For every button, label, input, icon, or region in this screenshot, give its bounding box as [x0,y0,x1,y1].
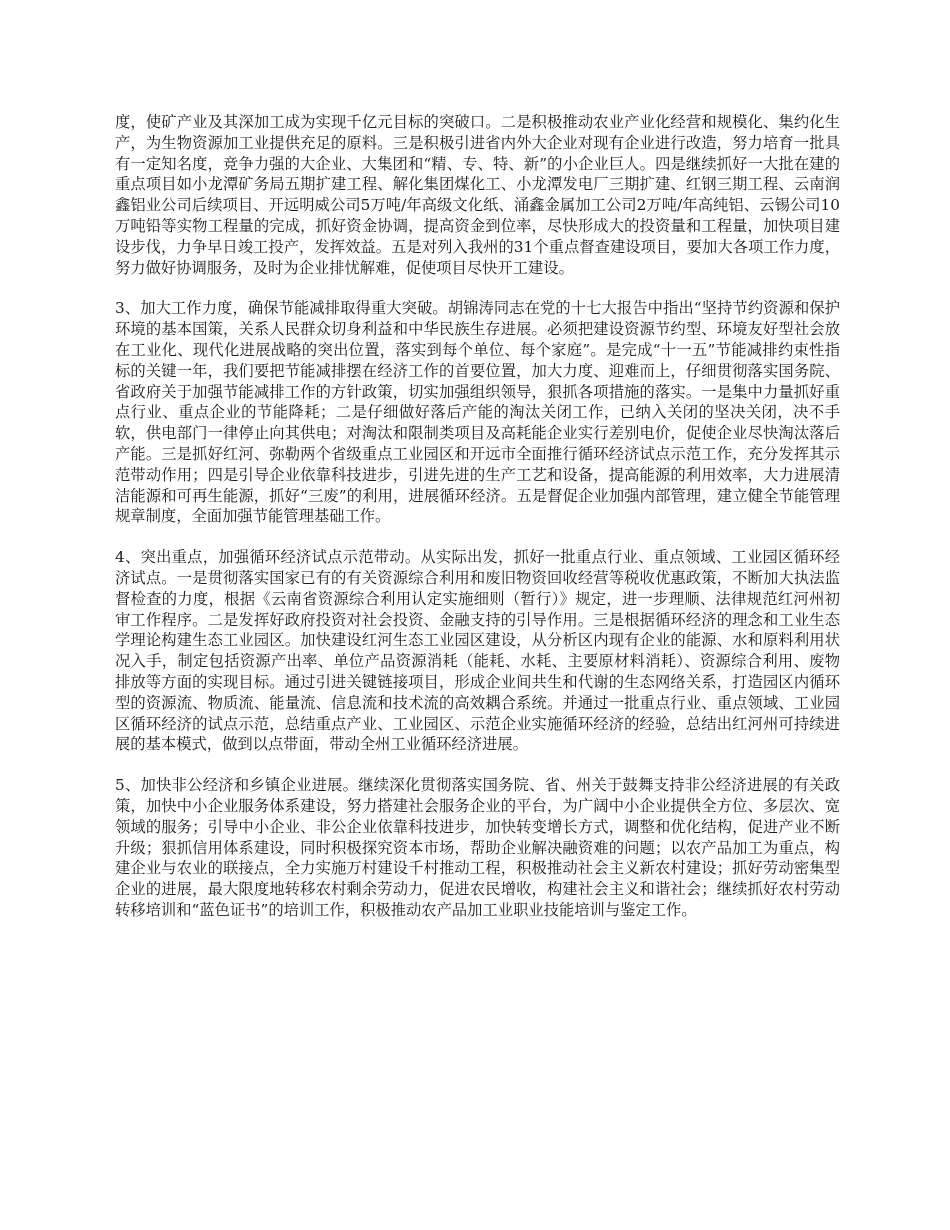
document-body [115,112,840,921]
paragraph-circular-economy: 4、突出重点，加强循环经济试点示范带动。从实际出发，抓好一批重点行业、重点领域、工业园区循环经济试点。一是贯彻落实国家已有的有关资源综合利用和废旧物资回收经营等税收优惠政策，不断加大执法监督检查的力度，根据《云南省资源综合利用认定实施细则（暂行）》规定，进一步理顺、法律规范红河州初审工作程序。二是发挥好政府投资对社会投资、金融支持的引导作用。三是根据循环经济的理念和工业生态学理论构建生态工业园区。加快建设红河生态工业园区建设，从分析区内现有企业的能源、水和原料利用状况入手，制定包括资源产出率、单位产品资源消耗（能耗、水耗、主要原材料消耗）、资源综合利用、废物排放等方面的实现目标。通过引进关键链接项目，形成企业间共生和代谢的生态网络关系，打造园区内循环型的资源流、物质流、能量流、信息流和技术流的高效耦合系统。并通过一批重点行业、重点领域、工业园区循环经济的试点示范，总结重点产业、工业园区、示范企业实施循环经济的经验，总结出红河州可持续进展的基本模式，做到以点带面，带动全州工业循环经济进展。 [115,548,840,754]
paragraph-energy-saving: 3、加大工作力度，确保节能减排取得重大突破。胡锦涛同志在党的十七大报告中指出“坚持节约资源和保护环境的基本国策，关系人民群众切身利益和中华民族生存进展。必须把建设资源节约型、环境友好型社会放在工业化、现代化进展战略的突出位置，落实到每个单位、每个家庭”。是完成“十一五”节能减排约束性指标的关键一年，我们要把节能减排摆在经济工作的首要位置，加大力度、迎难而上，仔细贯彻落实国务院、省政府关于加强节能减排工作的方针政策，切实加强组织领导，狠抓各项措施的落实。一是集中力量抓好重点行业、重点企业的节能降耗；二是仔细做好落后产能的淘汰关闭工作，已纳入关闭的坚决关闭，决不手软，供电部门一律停止向其供电；对淘汰和限制类项目及高耗能企业实行差别电价，促使企业尽快淘汰落后产能。三是抓好红河、弥勒两个省级重点工业园区和开远市全面推行循环经济试点示范工作，充分发挥其示范带动作用；四是引导企业依靠科技进步，引进先进的生产工艺和设备，提高能源的利用效率，大力进展清洁能源和可再生能源，抓好“三废”的利用，进展循环经济。五是督促企业加强内部管理，建立健全节能管理规章制度，全面加强节能管理基础工作。 [115,299,840,526]
paragraph-private-economy: 5、加快非公经济和乡镇企业进展。继续深化贯彻落实国务院、省、州关于鼓舞支持非公经济进展的有关政策，加快中小企业服务体系建设，努力搭建社会服务企业的平台，为广阔中小企业提供全方位、多层次、宽领域的服务；引导中小企业、非公企业依靠科技进步，加快转变增长方式，调整和优化结构，促进产业不断升级；狠抓信用体系建设，同时积极探究资本市场，帮助企业解决融资难的问题；以农产品加工为重点，构建企业与农业的联接点，全力实施万村建设千村推动工程，积极推动社会主义新农村建设；抓好劳动密集型企业的进展，最大限度地转移农村剩余劳动力，促进农民增收，构建社会主义和谐社会；继续抓好农村劳动转移培训和“蓝色证书”的培训工作，积极推动农产品加工业职业技能培训与鉴定工作。 [115,776,840,919]
paragraph-continuation: 度，使矿产业及其深加工成为实现千亿元目标的突破口。二是积极推动农业产业化经营和规模化、集约化生产，为生物资源加工业提供充足的原料。三是积极引进省内外大企业对现有企业进行改造，努力培育一批具有一定知名度，竞争力强的大企业、大集团和“精、专、特、新”的小企业巨人。四是继续抓好一大批在建的重点项目如小龙潭矿务局五期扩建工程、解化集团煤化工、小龙潭发电厂三期扩建、红钢三期工程、云南润鑫铝业公司后续项目、开远明威公司5万吨/年高级文化纸、涌鑫金属加工公司2万吨/年高纯铝、云锡公司10万吨铅等实物工程量的完成，抓好资金协调，提高资金到位率，尽快形成大的投资量和工程量，加快项目建设步伐，力争早日竣工投产，发挥效益。五是对列入我州的31个重点督查建设项目，要加大各项工作力度，努力做好协调服务，及时为企业排忧解难，促使项目尽快开工建设。 [115,113,840,277]
